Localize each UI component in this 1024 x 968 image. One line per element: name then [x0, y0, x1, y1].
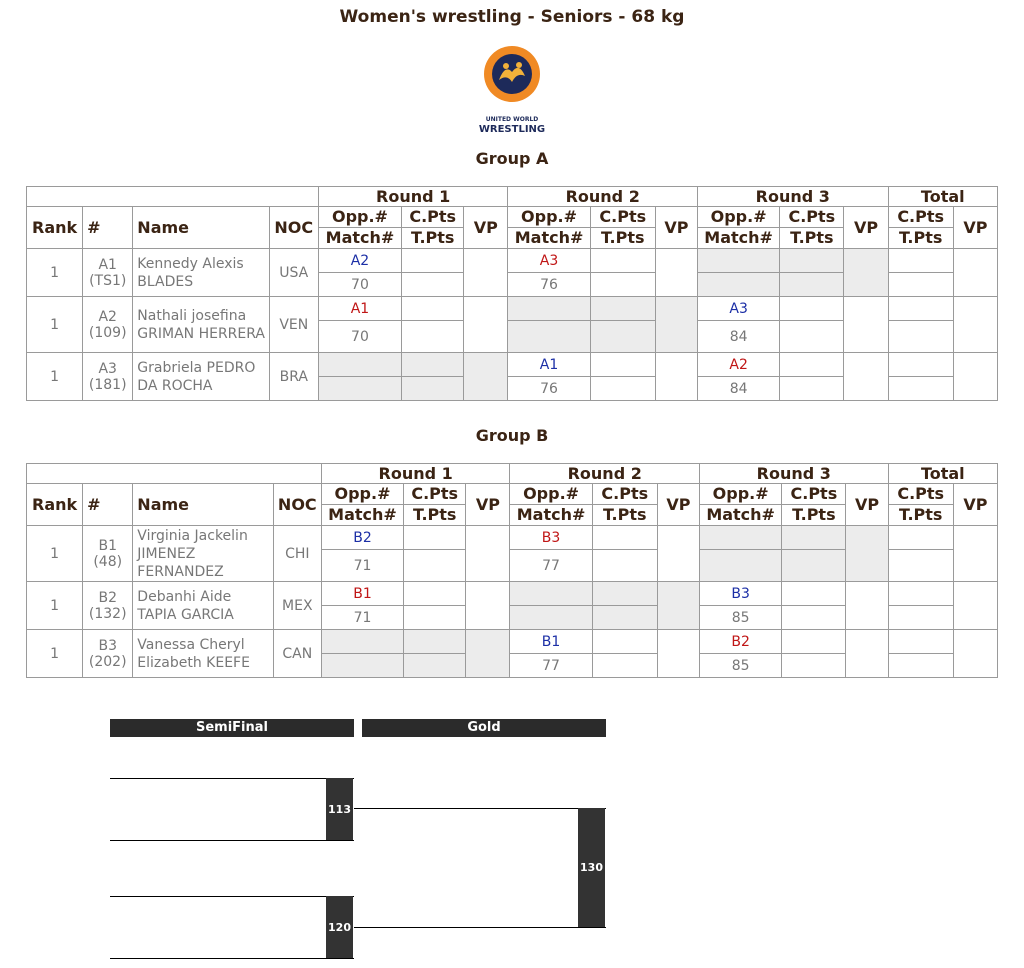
- round3-header: Round 3: [698, 187, 889, 207]
- cpts-header: C.Pts: [782, 484, 846, 505]
- match-number: 71: [321, 606, 403, 630]
- match-header: Match#: [510, 505, 592, 526]
- opp-header: Opp.#: [698, 207, 780, 228]
- match-number: 84: [698, 321, 780, 353]
- vp-header: VP: [953, 484, 997, 526]
- wrestler-name: Nathali josefina GRIMAN HERRERA: [133, 297, 269, 353]
- match-number: 77: [510, 654, 592, 678]
- opponent-cell: A3: [508, 249, 590, 273]
- match-number: 76: [508, 377, 590, 401]
- match-number: 85: [700, 606, 782, 630]
- vp-header: VP: [844, 207, 888, 249]
- name-header: Name: [133, 207, 269, 249]
- match-header: Match#: [700, 505, 782, 526]
- noc-cell: VEN: [269, 297, 318, 353]
- tpts-header: T.Pts: [780, 228, 844, 249]
- cpts-header: C.Pts: [780, 207, 844, 228]
- noc-cell: CAN: [273, 630, 321, 678]
- group-b-title: Group B: [475, 426, 549, 445]
- vp-header: VP: [953, 207, 997, 249]
- opponent-cell: A1: [508, 353, 590, 377]
- rank-cell: 1: [27, 582, 83, 630]
- group-a-title: Group A: [475, 149, 549, 168]
- bracket-line: [110, 896, 354, 897]
- bracket-line: [354, 808, 606, 809]
- opp-header: Opp.#: [321, 484, 403, 505]
- round3-header: Round 3: [700, 464, 889, 484]
- vp-header: VP: [846, 484, 888, 526]
- vp-header: VP: [655, 207, 697, 249]
- bracket-line: [110, 778, 354, 779]
- match-number: 70: [318, 321, 401, 353]
- logo-text-2: WRESTLING: [479, 124, 545, 135]
- bracket-line: [110, 958, 354, 959]
- cpts-header: C.Pts: [590, 207, 655, 228]
- semifinal-2-match: 120: [326, 896, 353, 958]
- round1-header: Round 1: [321, 464, 510, 484]
- cpts-header: C.Pts: [402, 207, 464, 228]
- total-header: Total: [888, 464, 997, 484]
- group-b-table: [26, 463, 998, 678]
- num-header: #: [83, 207, 133, 249]
- opponent-cell: A2: [318, 249, 401, 273]
- match-number: 85: [700, 654, 782, 678]
- rank-cell: 1: [27, 630, 83, 678]
- noc-header: NOC: [273, 484, 321, 526]
- tpts-header: T.Pts: [404, 505, 466, 526]
- noc-cell: MEX: [273, 582, 321, 630]
- rank-cell: 1: [27, 353, 83, 401]
- wrestler-name: Grabriela PEDRO DA ROCHA: [133, 353, 269, 401]
- rank-cell: 1: [27, 249, 83, 297]
- opponent-cell: B3: [700, 582, 782, 606]
- noc-cell: USA: [269, 249, 318, 297]
- name-header: Name: [133, 484, 273, 526]
- opponent-cell: B2: [321, 526, 403, 550]
- bracket-line: [110, 840, 354, 841]
- rank-header: Rank: [27, 207, 83, 249]
- wrestler-id: B3 (202): [83, 630, 133, 678]
- wrestler-id: A3 (181): [83, 353, 133, 401]
- total-header: Total: [888, 187, 997, 207]
- bracket-line: [354, 927, 606, 928]
- opponent-cell: B1: [510, 630, 592, 654]
- rank-cell: 1: [27, 297, 83, 353]
- noc-cell: CHI: [273, 526, 321, 582]
- tpts-header: T.Pts: [888, 228, 953, 249]
- match-number: 70: [318, 273, 401, 297]
- rank-cell: 1: [27, 526, 83, 582]
- group-a-table: [26, 186, 998, 401]
- vp-header: VP: [466, 484, 510, 526]
- noc-cell: BRA: [269, 353, 318, 401]
- cpts-header: C.Pts: [888, 484, 953, 505]
- cpts-header: C.Pts: [592, 484, 657, 505]
- page-title: Women's wrestling - Seniors - 68 kg: [339, 7, 685, 27]
- wrestler-name: Kennedy Alexis BLADES: [133, 249, 269, 297]
- semifinal-1-match: 113: [326, 778, 353, 840]
- match-header: Match#: [321, 505, 403, 526]
- semifinal-header: SemiFinal: [110, 719, 354, 737]
- round1-header: Round 1: [318, 187, 508, 207]
- opp-header: Opp.#: [318, 207, 401, 228]
- wrestler-id: A2 (109): [83, 297, 133, 353]
- opponent-cell: A2: [698, 353, 780, 377]
- tpts-header: T.Pts: [888, 505, 953, 526]
- gold-match: 130: [578, 808, 605, 927]
- tpts-header: T.Pts: [592, 505, 657, 526]
- wrestler-id: B2 (132): [83, 582, 133, 630]
- wrestler-name: Vanessa Cheryl Elizabeth KEEFE: [133, 630, 273, 678]
- wrestler-id: A1 (TS1): [83, 249, 133, 297]
- noc-header: NOC: [269, 207, 318, 249]
- num-header: #: [83, 484, 133, 526]
- match-number: 71: [321, 550, 403, 582]
- round2-header: Round 2: [508, 187, 698, 207]
- uww-logo: [479, 46, 545, 136]
- opponent-cell: B2: [700, 630, 782, 654]
- wrestler-name: Virginia Jackelin JIMENEZ FERNANDEZ: [133, 526, 273, 582]
- tpts-header: T.Pts: [782, 505, 846, 526]
- vp-header: VP: [657, 484, 699, 526]
- match-number: 77: [510, 550, 592, 582]
- match-number: 76: [508, 273, 590, 297]
- opponent-cell: A1: [318, 297, 401, 321]
- opp-header: Opp.#: [508, 207, 590, 228]
- match-header: Match#: [318, 228, 401, 249]
- opp-header: Opp.#: [510, 484, 592, 505]
- match-header: Match#: [698, 228, 780, 249]
- opp-header: Opp.#: [700, 484, 782, 505]
- cpts-header: C.Pts: [404, 484, 466, 505]
- match-header: Match#: [508, 228, 590, 249]
- cpts-header: C.Pts: [888, 207, 953, 228]
- opponent-cell: A3: [698, 297, 780, 321]
- rank-header: Rank: [27, 484, 83, 526]
- opponent-cell: B3: [510, 526, 592, 550]
- match-number: 84: [698, 377, 780, 401]
- vp-header: VP: [464, 207, 508, 249]
- tpts-header: T.Pts: [590, 228, 655, 249]
- logo-text-1: UNITED WORLD: [485, 116, 539, 123]
- wrestler-name: Debanhi Aide TAPIA GARCIA: [133, 582, 273, 630]
- wrestler-id: B1 (48): [83, 526, 133, 582]
- opponent-cell: B1: [321, 582, 403, 606]
- round2-header: Round 2: [510, 464, 700, 484]
- tpts-header: T.Pts: [402, 228, 464, 249]
- gold-header: Gold: [362, 719, 606, 737]
